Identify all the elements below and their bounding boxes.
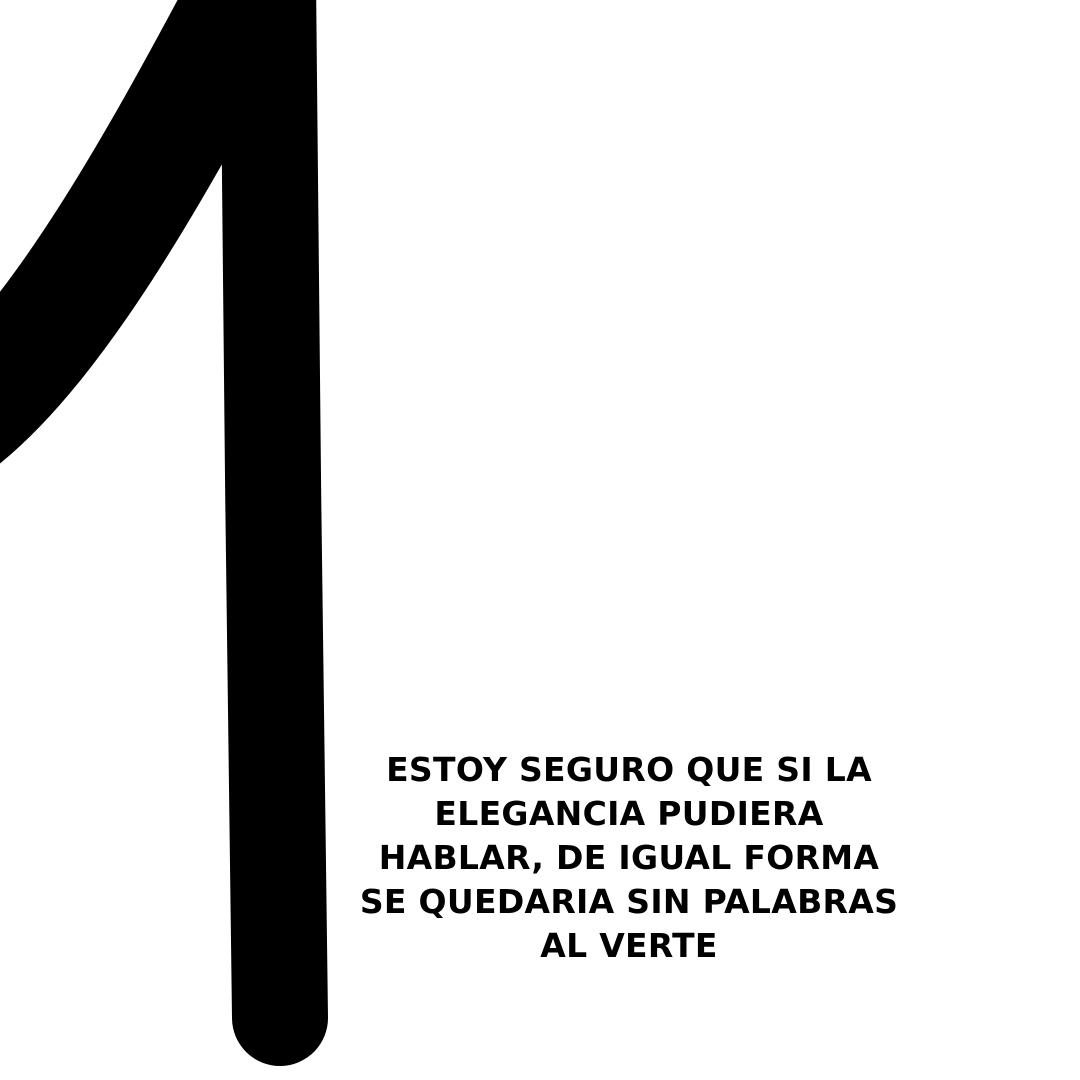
quote-line-2: ELEGANCIA PUDIERA (434, 794, 824, 833)
quote-line-3: HABLAR, DE IGUAL FORMA (378, 838, 880, 877)
quote-line-4: SE QUEDARIA SIN PALABRAS (359, 882, 899, 921)
quote-line-5: AL VERTE (540, 926, 718, 965)
quote-line-1: ESTOY SEGURO QUE SI LA (386, 750, 872, 789)
numeral-one-stem-stroke (268, 0, 280, 1018)
numeral-one-flag-stroke (0, 0, 255, 420)
quote-text (330, 748, 928, 968)
